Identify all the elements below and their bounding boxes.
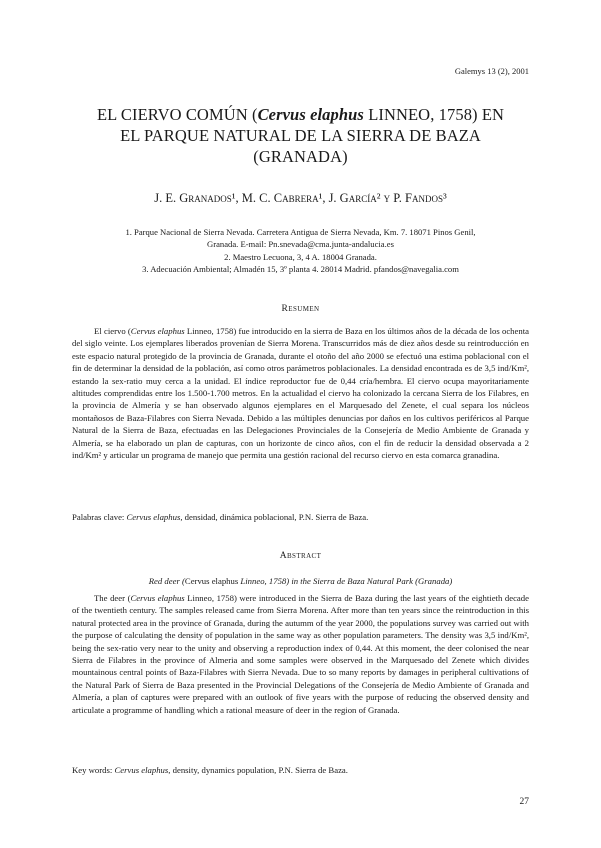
resumen-paragraph bbox=[72, 325, 529, 461]
journal-citation: Galemys 13 (2), 2001 bbox=[454, 66, 529, 76]
affiliation-2: 2. Maestro Lecuona, 3, 4 A. 18004 Granada. bbox=[224, 251, 377, 262]
title-text: LINNEO, 1758) EN bbox=[363, 105, 505, 124]
affiliation-3: 3. Adecuación Ambiental; Almadén 15, 3º planta 4. 28014 Madrid. pfandos@navegalia.com bbox=[142, 264, 459, 275]
abstract-heading: Abstract bbox=[279, 551, 322, 561]
title-line-2: EL PARQUE NATURAL DE LA SIERRA DE BAZA bbox=[120, 126, 481, 145]
keywords-label: Key words: bbox=[72, 765, 115, 775]
abstract-keywords bbox=[72, 764, 529, 776]
affiliation-1-cont: Granada. E-mail: Pn.snevada@cma.junta-andalucia.es bbox=[207, 239, 394, 250]
subtitle-species: Cervus elaphus bbox=[184, 576, 239, 586]
resumen-heading: Resumen bbox=[281, 304, 320, 314]
abstract-species: Cervus elaphus bbox=[130, 593, 185, 603]
affiliation-1: 1. Parque Nacional de Sierra Nevada. Carretera Antigua de Sierra Nevada, Km. 7. 18071 Pinos Genil, bbox=[125, 227, 476, 237]
title-line-3: (GRANADA) bbox=[253, 147, 348, 166]
affiliations bbox=[70, 226, 531, 276]
subtitle-text: Red deer ( bbox=[148, 576, 185, 586]
resumen-species: Cervus elaphus bbox=[130, 326, 185, 336]
keywords-species: Cervus elaphus bbox=[126, 512, 181, 522]
title-line-1 bbox=[60, 104, 541, 125]
abstract-lead: The deer ( bbox=[94, 593, 131, 603]
resumen-keywords bbox=[72, 511, 529, 523]
abstract-paragraph bbox=[72, 592, 529, 716]
title-text: EL CIERVO COMÚN ( bbox=[96, 105, 258, 124]
resumen-text: Linneo, 1758) fue introducido en la sierra de Baza en los últimos años de la década de los ochenta del siglo veinte. Los ejemplares liberados provenían de Sierra Morena. Transcurridos más de diez años desde su reintroducción en este espacio natural protegido de la provincia de Granada, durante el otoño del año 2000 se efectuó una estima poblacional con el fin de determinar la densidad de la población, así como otros parámetros poblacionales. La densidad encontrada es de 3,5 ind/Km², estando la sex-ratio muy cerca a la unidad. El índice reproductor fue de 0,44 cría/hembra. El ciervo ocupa mayoritariamente altitudes comprendidas entre los 1.500-1.700 metros. En la actualidad el ciervo ha colonizado la cercana Sierra de los Filabres, en la provincia de Almería y se han observado algunos ejemplares en el Marquesado del Zenete, el cual separa los núcleos montañosos de Baza-Filabres con Sierra Nevada. Debido a las múltiples denuncias por daños en los cultivos periféricos al Parque Natural de la Sierra de Baza, efectuadas en las Delegaciones Provinciales de la Consejería de Medio Ambiente de Granada y Almería, se ha elaborado un plan de capturas, con un horizonte de cinco años, con el fin de reducir la densidad observada a 2 ind/Km² y articular un programa de manejo que permita una gestión racional del recurso ciervo en esta comarca granadina. bbox=[72, 326, 529, 461]
abstract-subtitle bbox=[72, 576, 529, 586]
author-list: J. E. Granados¹, M. C. Cabrera¹, J. García² y P. Fandos³ bbox=[154, 191, 447, 205]
subtitle-text: Linneo, 1758) in the Sierra de Baza Natural Park (Granada) bbox=[238, 576, 453, 586]
keywords-text: , density, dynamics population, P.N. Sierra de Baza. bbox=[168, 765, 348, 775]
resumen-lead: El ciervo ( bbox=[94, 326, 131, 336]
article-title bbox=[60, 104, 541, 167]
page-number: 27 bbox=[519, 797, 529, 807]
abstract-text: Linneo, 1758) were introduced in the Sierra de Baza during the last years of the eightieth decade of the twentieth century. The samples released came from Sierra Morena. After more than ten years since the reintroduction in this natural protected area in the province of Granada, during the autumm of the year 2000, the populations survey was carried out with the purpose of calculating the density of population in the same way as other population parameters. The density was 3,5 ind/Km², being the sex-ratio very near to the unity and observing a reproduction index of 0,44. At this moment, the deer colonised the near Sierra de Filabres in the province of Almeria and some samples were observed in the Marquesado del Zenete which divides mountainous central points of Baza-Filabres with Sierra Nevada. Due to so many reports by damages in peripheral cultivations of the Natural Park of Sierra de Baza presented in the Provincial Delegations of the Consejería de Medio Ambiente of Granada and Almería, a plan of captures were prepared with an outlook of five years with the purpose of reducing the observed density and articulate a programme of handling which a rational measure of deer in the region of Granada. bbox=[72, 593, 529, 715]
title-species: Cervus elaphus bbox=[257, 105, 364, 124]
keywords-text: , densidad, dinámica poblacional, P.N. Sierra de Baza. bbox=[180, 512, 369, 522]
keywords-species: Cervus elaphus bbox=[114, 765, 169, 775]
keywords-label: Palabras clave: bbox=[72, 512, 127, 522]
